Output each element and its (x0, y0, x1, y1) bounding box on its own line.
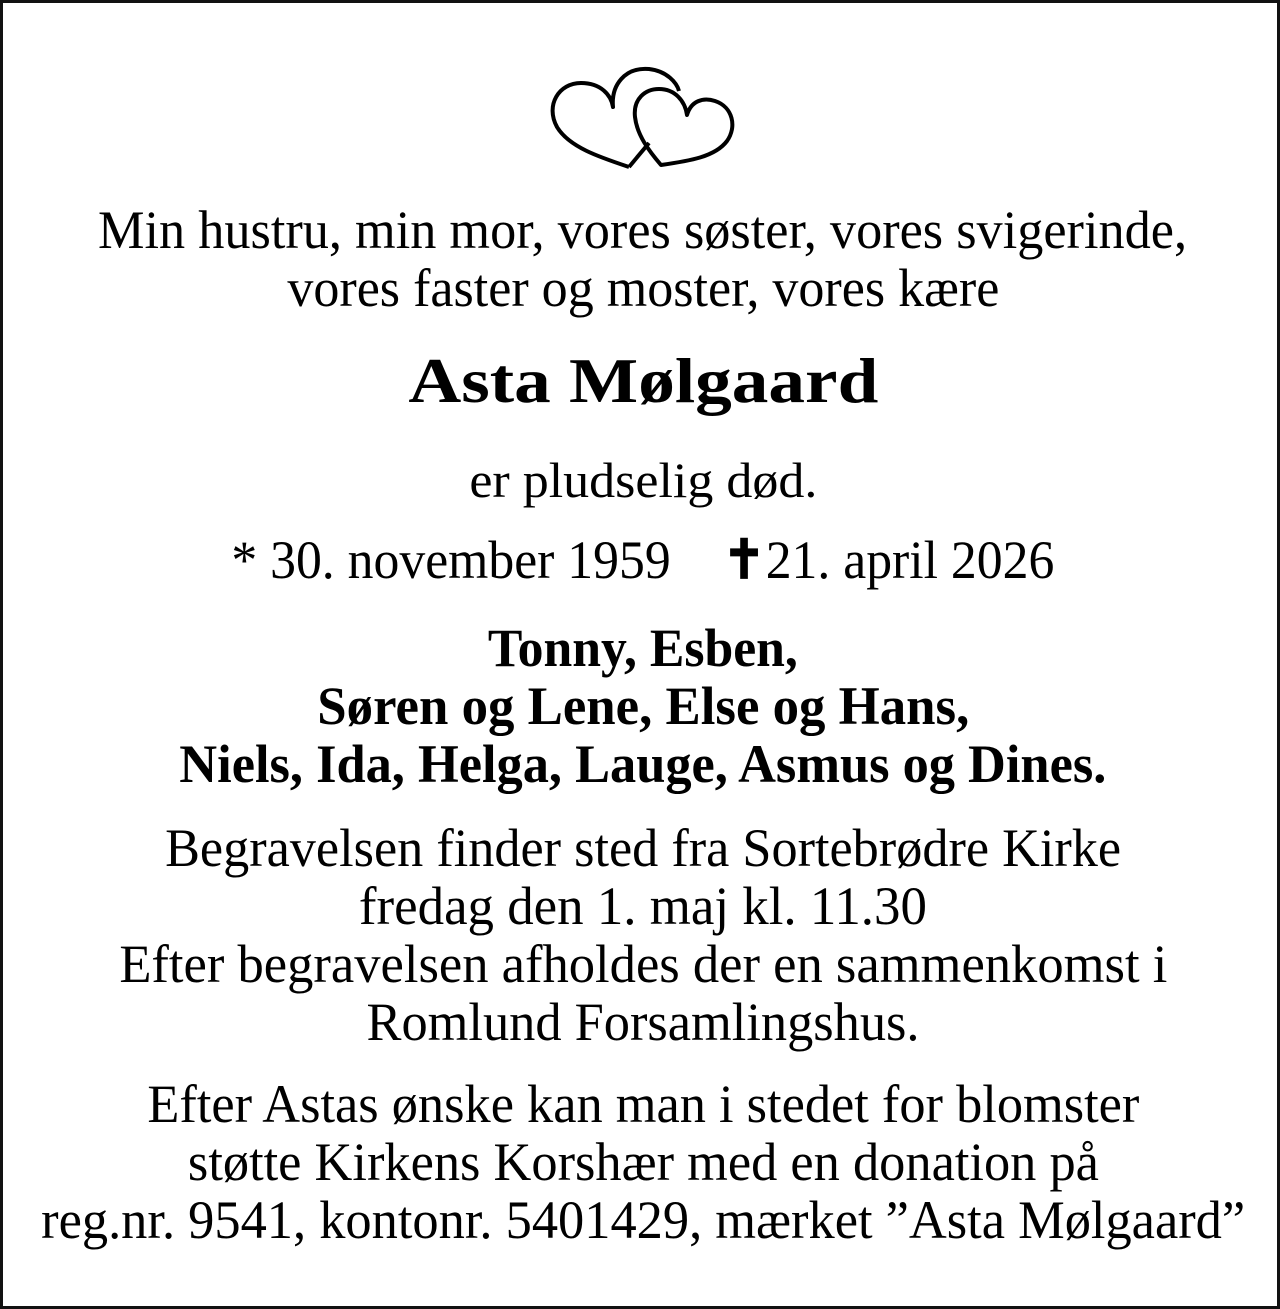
funeral-line-1: Begravelsen finder sted fra Sortebrødre Kirke (165, 818, 1121, 878)
deceased-name: Asta Mølgaard (408, 345, 878, 416)
dates-group (231, 530, 1055, 590)
dagger-icon: ✝ (722, 530, 766, 590)
birth-symbol: * (231, 530, 258, 590)
donation-line-1: Efter Astas ønske kan man i stedet for blomster (146, 1074, 1139, 1134)
family-line-3: Niels, Ida, Helga, Lauge, Asmus og Dines. (179, 734, 1107, 794)
funeral-line-3: Efter begravelsen afholdes der en sammenkomst i (119, 934, 1167, 994)
two-hearts-icon (549, 65, 739, 173)
donation-line-2: støtte Kirkens Korshær med en donation på (187, 1132, 1099, 1192)
donation-line-3: reg.nr. 9541, kontonr. 5401429, mærket ”Asta Mølgaard” (40, 1190, 1245, 1250)
death-status: er pludselig død. (468, 452, 817, 508)
birth-date: 30. november 1959 (270, 530, 671, 590)
funeral-line-2: fredag den 1. maj kl. 11.30 (359, 876, 927, 936)
dates-line (3, 530, 1280, 590)
family-line-1: Tonny, Esben, (488, 618, 798, 678)
intro-line-2: vores faster og moster, vores kære (287, 258, 999, 318)
death-date: 21. april 2026 (765, 530, 1055, 590)
family-line-2: Søren og Lene, Else og Hans, (317, 676, 969, 736)
funeral-line-4: Romlund Forsamlingshus. (366, 992, 920, 1052)
intro-line-1: Min hustru, min mor, vores søster, vores svigerinde, (98, 200, 1188, 260)
